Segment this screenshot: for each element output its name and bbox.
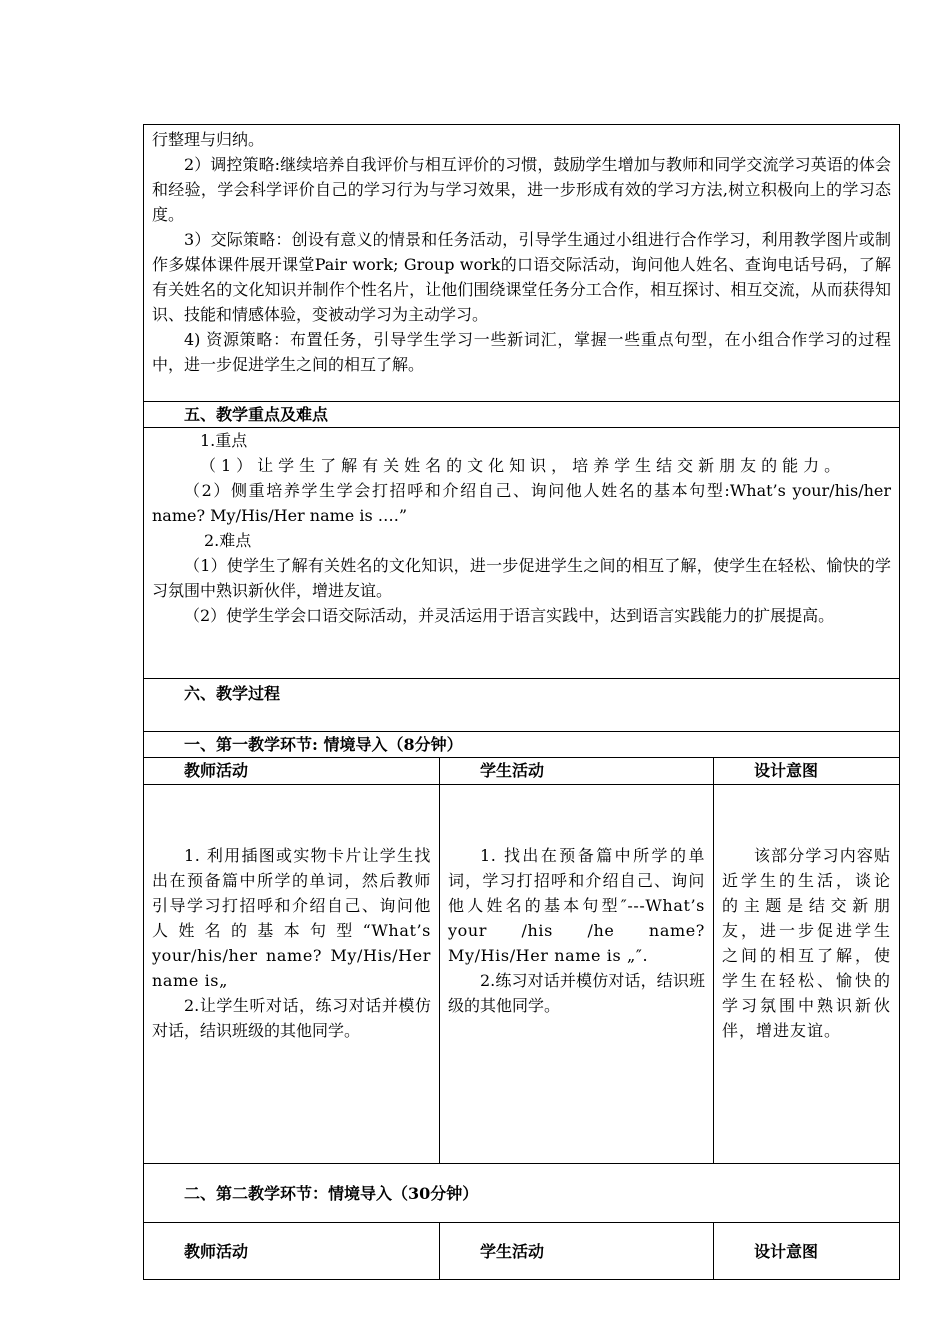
section-5-heading-row [144,402,900,428]
design-intent-cell [714,785,900,1164]
stage-1-body-row [144,785,900,1164]
stage-2-header-row [144,1223,900,1280]
key-point-title: 1.重点 [200,431,248,450]
student-activity-2: 2.练习对话并模仿对话，结识班级的其他同学。 [448,971,705,1015]
design-intent-text: 该部分学习内容贴近学生的生活，谈论的主题是结交新朋友，进一步促进学生之间的相互了解，使学生在轻松、愉快的学习氛围中熟识新伙伴，增进友谊。 [722,846,892,1040]
strategy-row [144,125,900,402]
difficulty-1: （1）使学生了解有关姓名的文化知识，进一步促进学生之间的相互了解，使学生在轻松、愉快的学习氛围中熟识新伙伴，增进友谊。 [152,556,892,600]
col-design-intent: 设计意图 [714,758,900,785]
difficulty-title: 2.难点 [204,531,252,550]
difficulty-2: （2）使学生学会口语交际活动，并灵活运用于语言实践中，达到语言实践能力的扩展提高。 [184,606,835,625]
col-student-activity: 学生活动 [440,758,714,785]
teacher-activity-cell [144,785,440,1164]
strategy-communication: 3）交际策略：创设有意义的情景和任务活动，引导学生通过小组进行合作学习，利用教学图片或制作多媒体课件展开课堂Pair work; Group work的口语交际活动，询问他人姓名、查询电话号码，了解有关姓名的文化知识并制作个性名片，让他们围绕课堂任务分工合作，相互探讨、相互交流，从而获得知识、技能和情感体验，变被动学习为主动学习。 [152,230,892,324]
key-points-row [144,428,900,679]
stage-2-heading: 二、第二教学环节：情境导入（30分钟） [144,1164,900,1223]
section-6-heading-row [144,679,900,732]
stage-1-heading-row [144,732,900,758]
key-point-2: （2）侧重培养学生学会打招呼和介绍自己、询问他人姓名的基本句型:What’s your/his/her name? My/His/Her name is ….” [152,481,892,525]
stage-2-col-student-activity: 学生活动 [440,1223,714,1280]
key-point-1: （1）让学生了解有关姓名的文化知识，培养学生结交新朋友的能力。 [200,456,846,475]
lesson-plan-table [143,124,900,1280]
stage-1-heading: 一、第一教学环节: 情境导入（8分钟） [144,732,900,758]
stage-2-col-design-intent: 设计意图 [714,1223,900,1280]
document-page [143,124,899,1280]
section-6-heading: 六、教学过程 [144,679,900,732]
teacher-activity-1: 1. 利用插图或实物卡片让学生找出在预备篇中所学的单词，然后教师引导学习打招呼和介绍自己、询问他人姓名的基本句型“What’s your/his/her name? My/His/Her name is„ [152,846,431,990]
student-activity-cell [440,785,714,1164]
strategy-tail: 行整理与归纳。 [152,130,265,149]
strategy-regulation: 2）调控策略:继续培养自我评价与相互评价的习惯，鼓励学生增加与教师和同学交流学习英语的体会和经验，学会科学评价自己的学习行为与学习效果，进一步形成有效的学习方法,树立积极向上的学习态度。 [152,155,892,224]
stage-2-heading-row [144,1164,900,1223]
stage-2-col-teacher-activity: 教师活动 [144,1223,440,1280]
section-5-heading: 五、教学重点及难点 [144,402,900,428]
student-activity-1: 1. 找出在预备篇中所学的单词，学习打招呼和介绍自己、询问他人姓名的基本句型″---What’s your /his /he name? My/His/Her name is „″. [448,846,705,965]
stage-1-header-row [144,758,900,785]
col-teacher-activity: 教师活动 [144,758,440,785]
strategy-resource: 4) 资源策略：布置任务，引导学生学习一些新词汇，掌握一些重点句型，在小组合作学习的过程中，进一步促进学生之间的相互了解。 [152,330,892,374]
teacher-activity-2: 2.让学生听对话，练习对话并模仿对话，结识班级的其他同学。 [152,996,431,1040]
